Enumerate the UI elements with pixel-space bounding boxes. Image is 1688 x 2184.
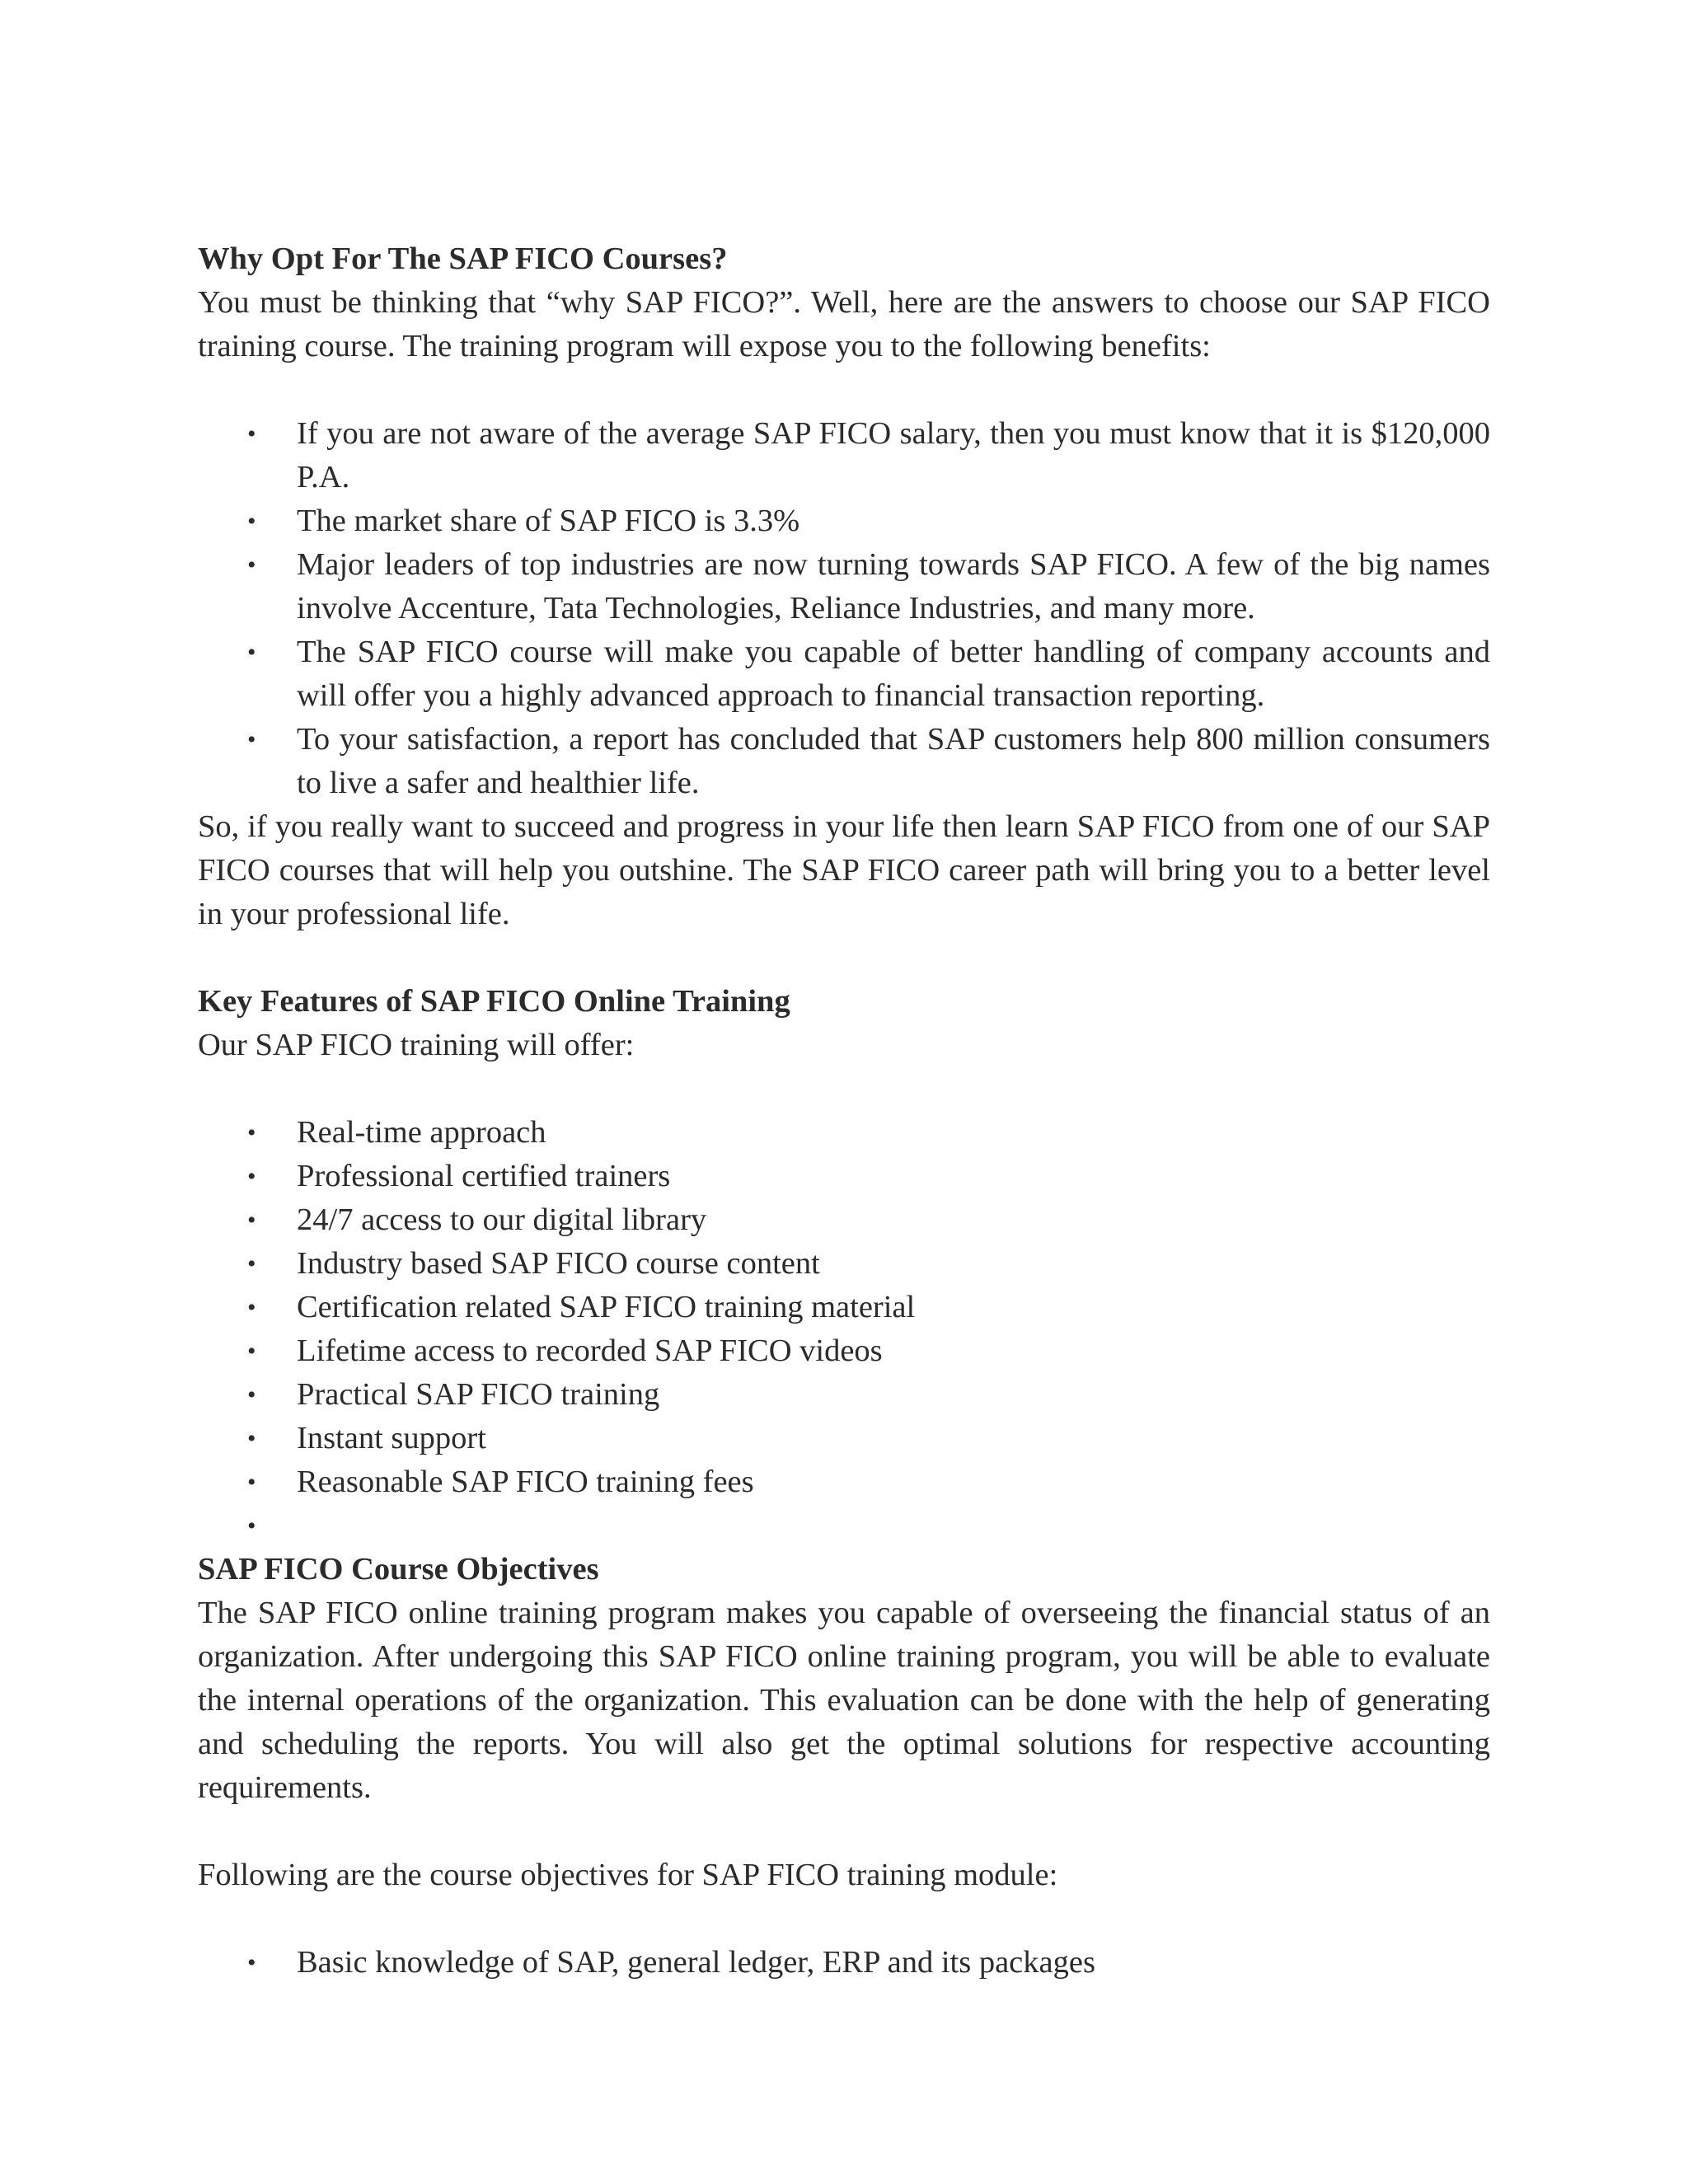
section-heading-objectives: SAP FICO Course Objectives bbox=[198, 1552, 599, 1586]
objectives-list bbox=[198, 1941, 1490, 1985]
list-item-text: 24/7 access to our digital library bbox=[297, 1202, 707, 1237]
section-heading-why-opt: Why Opt For The SAP FICO Courses? bbox=[198, 241, 728, 276]
bullet-icon: • bbox=[247, 1469, 256, 1496]
list-item bbox=[198, 1941, 1490, 1985]
list-item bbox=[198, 1242, 1490, 1286]
spacer bbox=[198, 1897, 1490, 1941]
list-item bbox=[198, 1111, 1490, 1155]
section-paragraph-objectives-intro: Following are the course objectives for SAP FICO training module: bbox=[198, 1858, 1058, 1892]
bullet-icon: • bbox=[247, 1119, 256, 1146]
list-item-text: Instant support bbox=[297, 1421, 486, 1455]
bullet-icon: • bbox=[247, 1949, 256, 1976]
list-item-text: Major leaders of top industries are now turning towards SAP FICO. A few of the big names involve Accenture, Tata Technologies, Reliance Industries, and many more. bbox=[297, 547, 1490, 626]
list-item-text: Industry based SAP FICO course content bbox=[297, 1246, 820, 1281]
list-item-text: The SAP FICO course will make you capable of better handling of company accounts and will offer you a highly advanced approach to financial transaction reporting. bbox=[297, 635, 1490, 713]
bullet-icon: • bbox=[247, 1425, 256, 1452]
list-item bbox=[198, 1417, 1490, 1460]
list-item bbox=[198, 1460, 1490, 1504]
spacer bbox=[198, 936, 1490, 980]
list-item bbox=[198, 499, 1490, 543]
list-item bbox=[198, 412, 1490, 499]
bullet-icon: • bbox=[247, 1207, 256, 1234]
list-item bbox=[198, 1155, 1490, 1198]
list-item-text: Reasonable SAP FICO training fees bbox=[297, 1465, 754, 1499]
list-item bbox=[198, 1373, 1490, 1417]
bullet-icon: • bbox=[247, 639, 256, 666]
bullet-icon: • bbox=[247, 1163, 256, 1190]
list-item bbox=[198, 718, 1490, 805]
spacer bbox=[198, 368, 1490, 412]
spacer bbox=[198, 1067, 1490, 1111]
section-outro-why-opt: So, if you really want to succeed and progress in your life then learn SAP FICO from one of our SAP FICO courses that will help you outshine. The SAP FICO career path will bring you to a better level in your professional life. bbox=[198, 809, 1490, 931]
section-heading-key-features: Key Features of SAP FICO Online Training bbox=[198, 984, 790, 1019]
list-item bbox=[198, 630, 1490, 718]
list-item-text: Professional certified trainers bbox=[297, 1159, 671, 1193]
bullet-icon: • bbox=[247, 420, 256, 448]
list-item bbox=[198, 1329, 1490, 1373]
bullet-icon: • bbox=[247, 1512, 256, 1540]
list-item bbox=[198, 1198, 1490, 1242]
section-intro-why-opt: You must be thinking that “why SAP FICO?”. Well, here are the answers to choose our SAP FICO training course. The training program will expose you to the following benefits: bbox=[198, 285, 1490, 363]
bullet-icon: • bbox=[247, 551, 256, 579]
bullet-icon: • bbox=[247, 726, 256, 753]
bullet-icon: • bbox=[247, 1381, 256, 1408]
list-item-text: Real-time approach bbox=[297, 1115, 546, 1150]
document-page bbox=[198, 237, 1490, 1985]
list-item-text: Certification related SAP FICO training material bbox=[297, 1290, 916, 1324]
bullet-icon: • bbox=[247, 1294, 256, 1321]
list-item-text: Lifetime access to recorded SAP FICO videos bbox=[297, 1333, 883, 1368]
list-item-empty bbox=[198, 1504, 1490, 1548]
features-list bbox=[198, 1111, 1490, 1548]
list-item-text: Basic knowledge of SAP, general ledger, ERP and its packages bbox=[297, 1945, 1095, 1980]
bullet-icon: • bbox=[247, 1250, 256, 1277]
list-item bbox=[198, 1286, 1490, 1329]
list-item-text: If you are not aware of the average SAP FICO salary, then you must know that it is $120,000 P.A. bbox=[297, 416, 1490, 494]
bullet-icon: • bbox=[247, 1338, 256, 1365]
spacer bbox=[198, 1810, 1490, 1854]
list-item-text: To your satisfaction, a report has concluded that SAP customers help 800 million consumers to live a safer and healthier life. bbox=[297, 722, 1490, 800]
list-item-text: Practical SAP FICO training bbox=[297, 1377, 660, 1412]
list-item bbox=[198, 543, 1490, 630]
section-paragraph-objectives: The SAP FICO online training program makes you capable of overseeing the financial status of an organization. After undergoing this SAP FICO online training program, you will be able to evaluate the internal operations of the organization. This evaluation can be done with the help of generating and scheduling the reports. You will also get the optimal solutions for respective accounting requirements. bbox=[198, 1596, 1490, 1805]
benefits-list bbox=[198, 412, 1490, 805]
bullet-icon: • bbox=[247, 508, 256, 535]
list-item-text: The market share of SAP FICO is 3.3% bbox=[297, 504, 800, 538]
section-intro-key-features: Our SAP FICO training will offer: bbox=[198, 1028, 635, 1062]
